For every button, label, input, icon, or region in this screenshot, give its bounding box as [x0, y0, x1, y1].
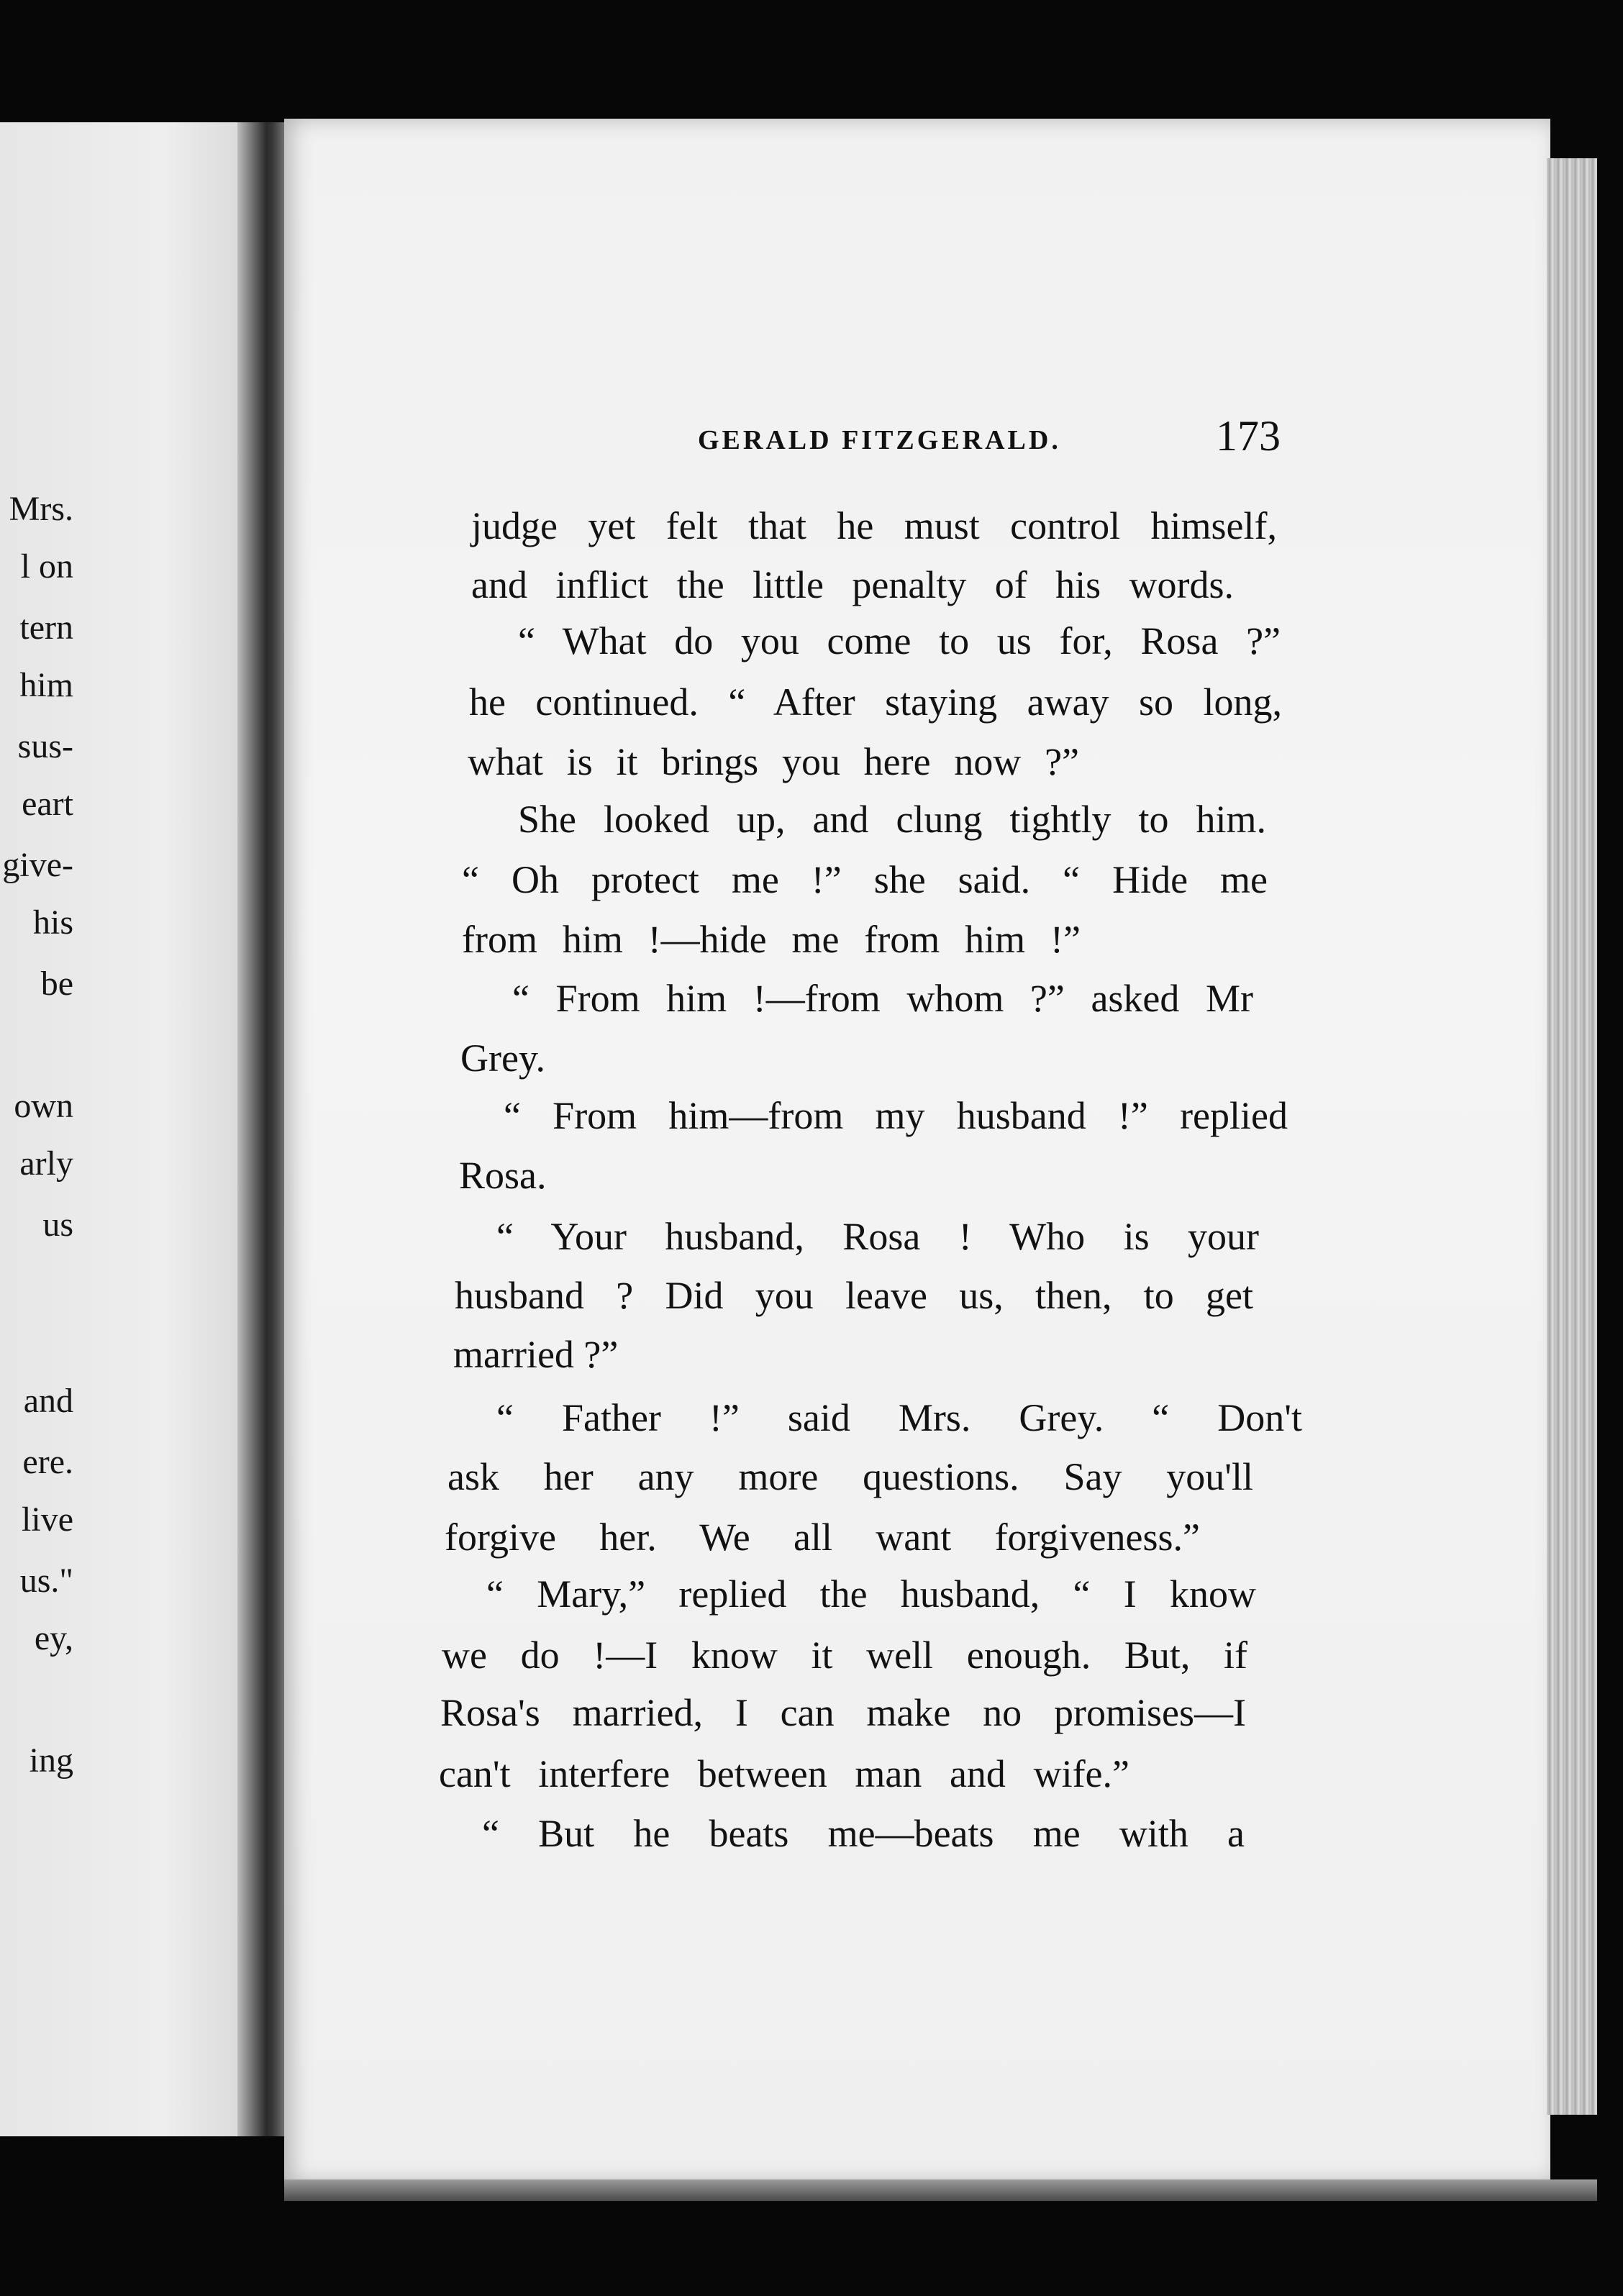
text-line: forgive her. We all want forgiveness.” [445, 1516, 1200, 1559]
text-line: “ From him—from my husband !” replied [504, 1094, 1288, 1137]
text-line: Rosa's married, I can make no promises—I [440, 1691, 1246, 1734]
text-line: Rosa. [459, 1154, 547, 1197]
text-line: “ From him !—from whom ?” asked Mr [512, 977, 1253, 1020]
left-page-line-fragment: give- [2, 846, 73, 884]
text-line: Grey. [460, 1037, 545, 1080]
left-page-line-fragment: l on [20, 547, 73, 586]
left-page-line-fragment: be [40, 965, 73, 1003]
text-line: “ What do you come to us for, Rosa ?” [518, 619, 1281, 662]
left-page-line-fragment: arly [19, 1144, 73, 1183]
text-line: ask her any more questions. Say you'll [447, 1455, 1253, 1498]
left-page-line-fragment: and [23, 1382, 73, 1420]
text-line: we do !—I know it well enough. But, if [442, 1634, 1247, 1677]
text-line: can't interfere between man and wife.” [439, 1752, 1129, 1795]
left-page-line-fragment: eart [22, 785, 73, 823]
left-page-line-fragment: us." [19, 1562, 73, 1600]
text-line: what is it brings you here now ?” [468, 740, 1079, 783]
running-head-title: GERALD FITZGERALD. [698, 425, 1061, 455]
left-page-line-fragment: us [42, 1206, 73, 1244]
left-page-line-fragment: live [22, 1500, 73, 1539]
left-page-line-fragment: his [32, 903, 73, 942]
left-page-line-fragment: ere. [22, 1443, 73, 1481]
text-line: and inflict the little penalty of his words. [471, 563, 1234, 606]
text-line: he continued. “ After staying away so long, [469, 680, 1282, 724]
left-page-line-fragment: tern [19, 609, 73, 647]
left-page-line-fragment: sus- [17, 727, 73, 765]
text-line: married ?” [453, 1333, 619, 1376]
text-line: “ But he beats me—beats me with a [482, 1812, 1245, 1855]
page-number: 173 [1216, 412, 1281, 460]
text-line: husband ? Did you leave us, then, to get [455, 1274, 1253, 1317]
text-line: “ Your husband, Rosa ! Who is your [496, 1215, 1259, 1258]
left-page-line-fragment: ey, [34, 1619, 73, 1657]
text-line: “ Father !” said Mrs. Grey. “ Don't [496, 1396, 1302, 1439]
left-page-line-fragment: own [14, 1087, 73, 1125]
left-page-line-fragment: Mrs. [9, 490, 73, 528]
left-page-line-fragment: ing [29, 1741, 73, 1780]
text-line: “ Oh protect me !” she said. “ Hide me [462, 858, 1268, 901]
text-line: judge yet felt that he must control himself, [471, 504, 1277, 547]
text-line: “ Mary,” replied the husband, “ I know [486, 1572, 1256, 1616]
text-line: She looked up, and clung tightly to him. [518, 798, 1266, 841]
text-line: from him !—hide me from him !” [462, 918, 1081, 961]
left-page-line-fragment: him [19, 666, 73, 704]
